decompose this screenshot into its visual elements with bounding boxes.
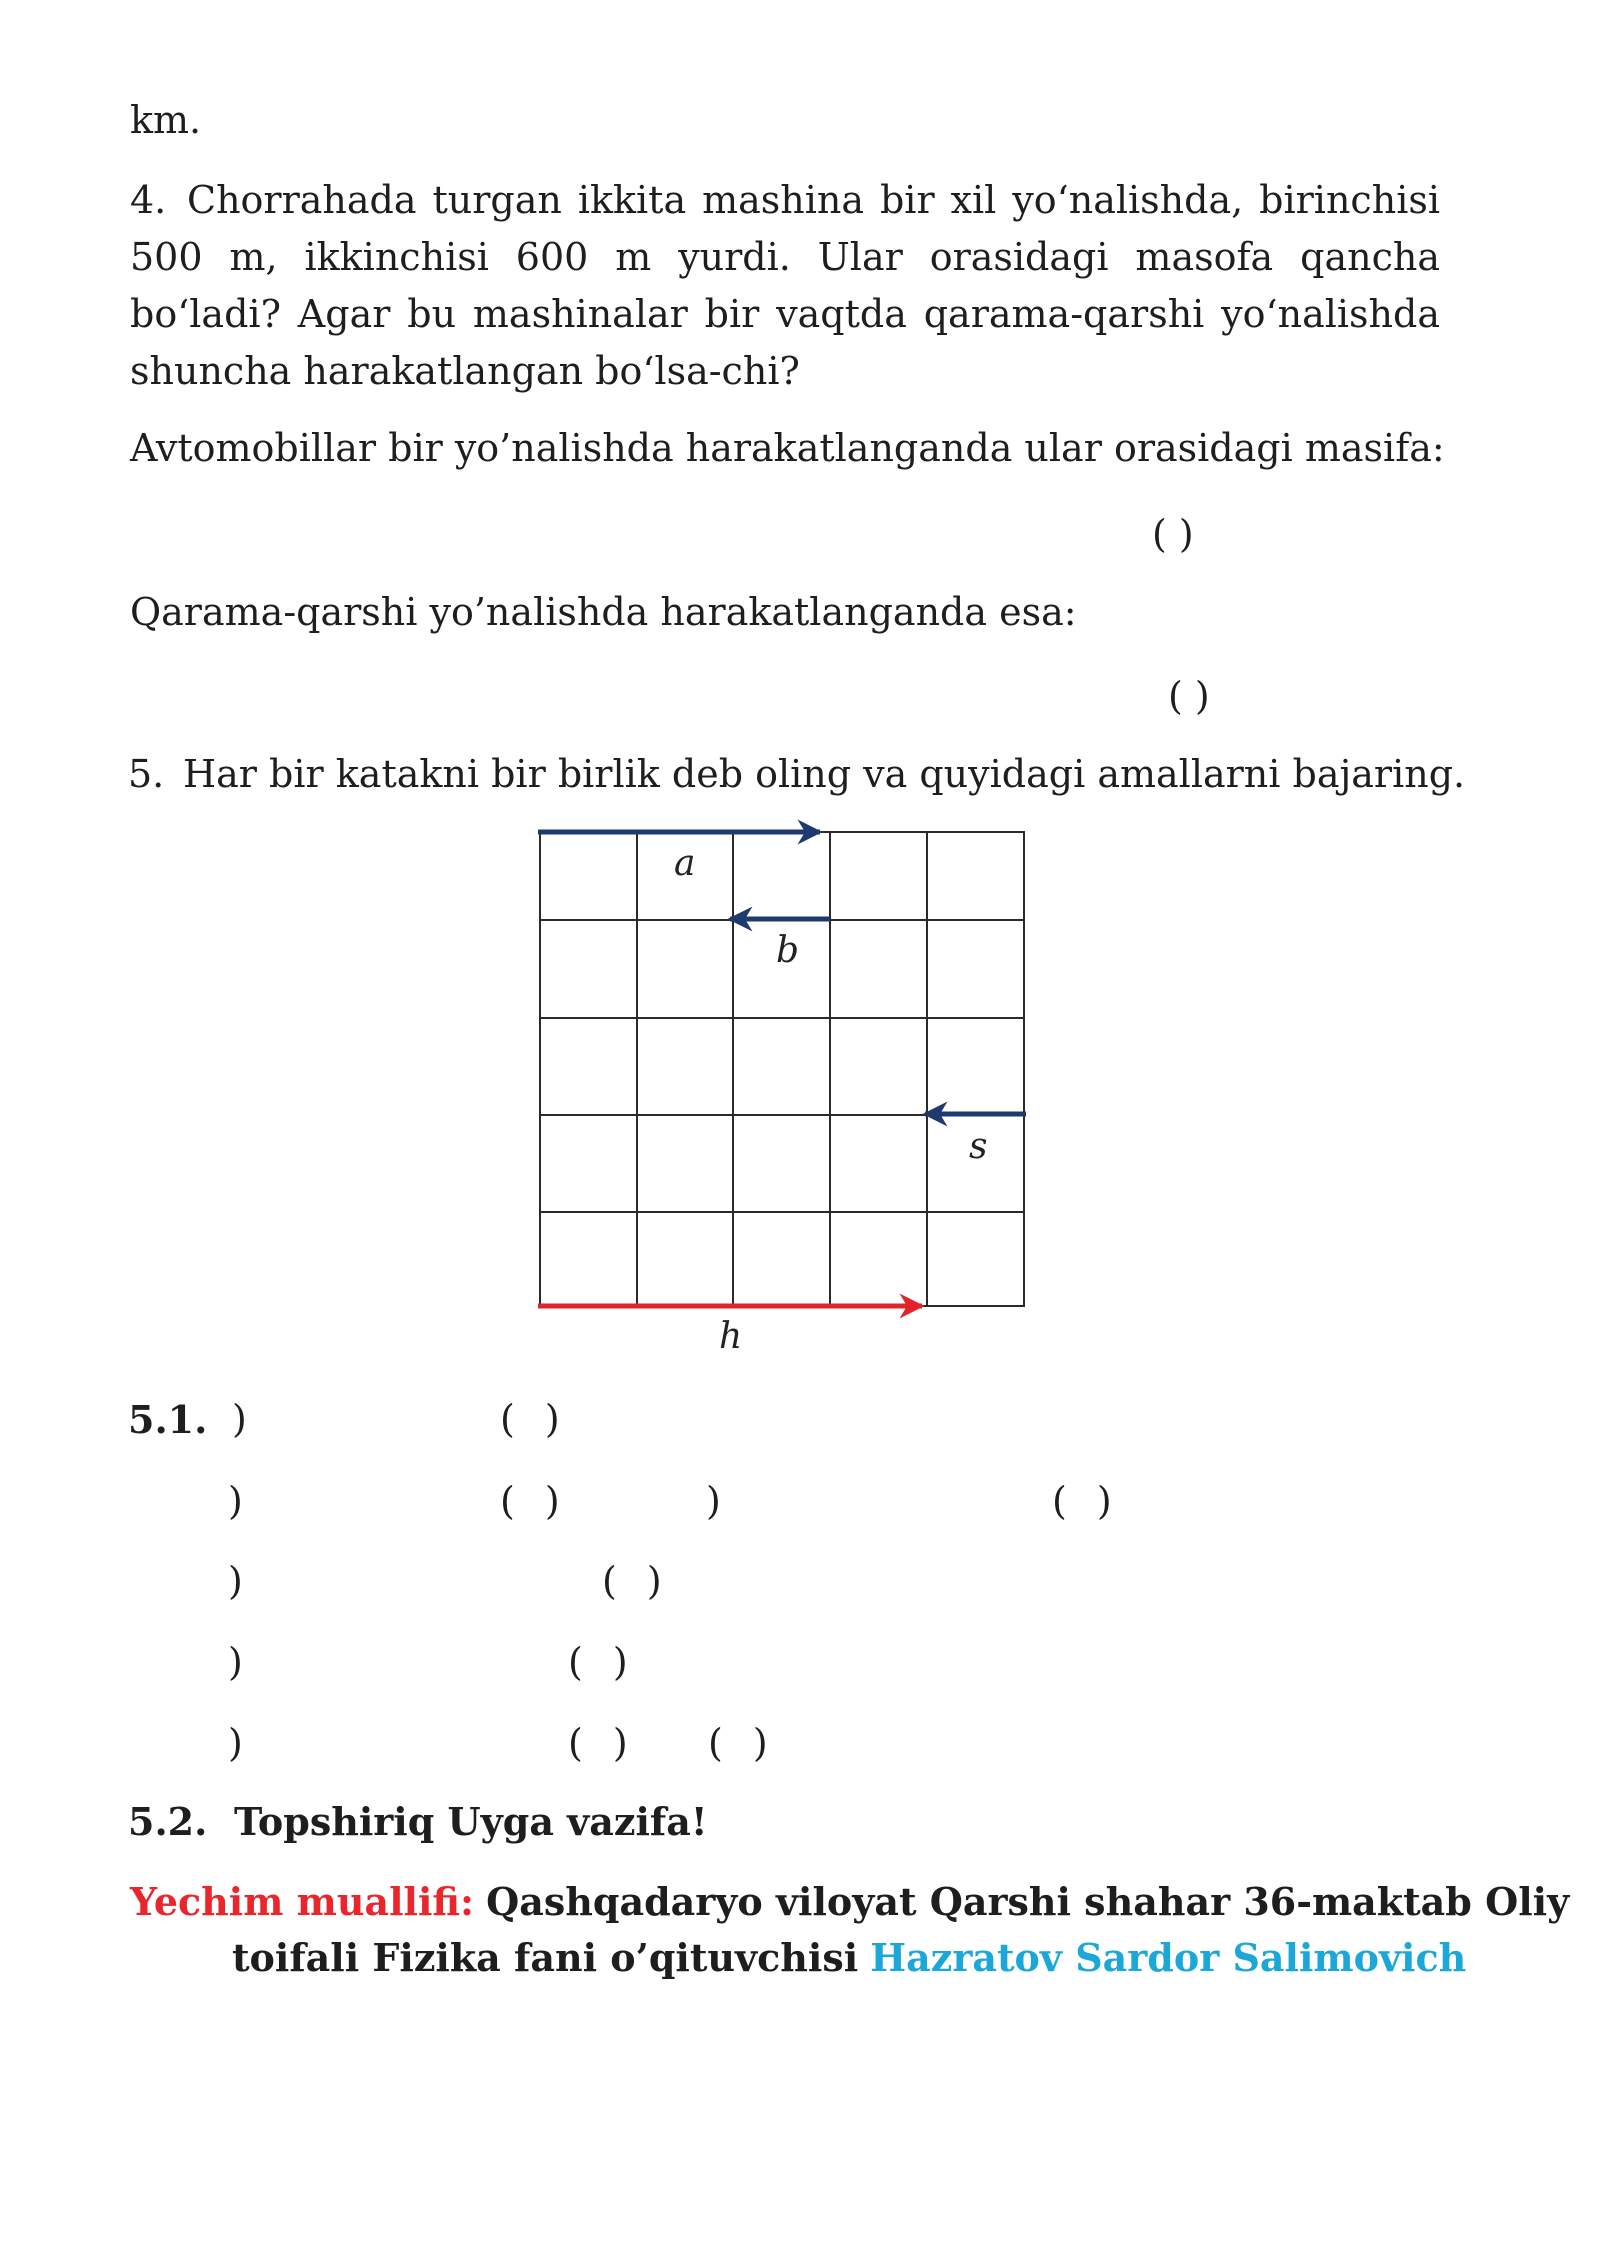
answer-blank: ( ) [1052,1479,1112,1523]
vector-s-label: s [969,1126,988,1167]
section-5-2-number: 5.2. [128,1799,208,1844]
vector-b-label: b [776,930,800,971]
problem-4-number: 4. [130,178,167,222]
same-direction-answer: ( ) [1152,512,1194,556]
problem-5-text: Har bir katakni bir birlik deb oling va quyidagi amallarni bajaring. [183,752,1466,796]
answer-marker: ) [228,1721,243,1765]
opposite-direction-answer: ( ) [1168,674,1210,718]
problem-5-number: 5. [128,752,165,796]
answer-blank: ( ) [568,1640,628,1684]
opposite-direction-text: Qarama-qarshi yo’nalishda harakatlanganda esa: [130,590,1077,634]
section-5-2-text: Topshiriq Uyga vazifa! [234,1799,708,1844]
author-line-2 [232,1930,1466,1986]
author-text-2: toifali Fizika fani o’qituvchisi [232,1935,859,1980]
author-name: Hazratov Sardor Salimovich [870,1935,1467,1980]
answer-marker: ) [228,1559,243,1603]
answer-blank: ( ) [708,1721,768,1765]
top-fragment: km. [130,98,202,142]
vector-h-label: h [719,1316,743,1357]
problem-4-text: Chorrahada turgan ikkita mashina bir xil yo‘nalishda, birinchisi 500 m, ikkinchisi 600 m yurdi. Ular orasidagi masofa qancha bo‘ladi? Agar bu mashinalar bir vaqtda qarama-qarshi yo‘nalishda shuncha harakatlangan bo‘lsa-chi? [130,178,1440,393]
same-direction-text: Avtomobillar bir yo’nalishda harakatlanganda ular orasidagi masifa: [130,426,1445,470]
grid [540,832,1024,1306]
answer-blank: ( ) [500,1479,560,1523]
answer-blank: ( ) [568,1721,628,1765]
answer-marker: ) [706,1479,721,1523]
section-5-1-number: 5.1. [128,1397,208,1442]
author-text-1: Qashqadaryo viloyat Qarshi shahar 36-maktab Oliy [486,1879,1570,1924]
answer-marker: ) [228,1640,243,1684]
answer-marker: ) [228,1479,243,1523]
author-label: Yechim muallifi: [130,1879,475,1924]
vector-a-label: a [674,843,696,884]
answer-blank: ( ) [500,1397,560,1441]
answer-marker: ) [232,1397,247,1441]
grid-border [540,832,1024,1306]
author-line-1 [130,1874,1569,1930]
answer-blank: ( ) [602,1559,662,1603]
